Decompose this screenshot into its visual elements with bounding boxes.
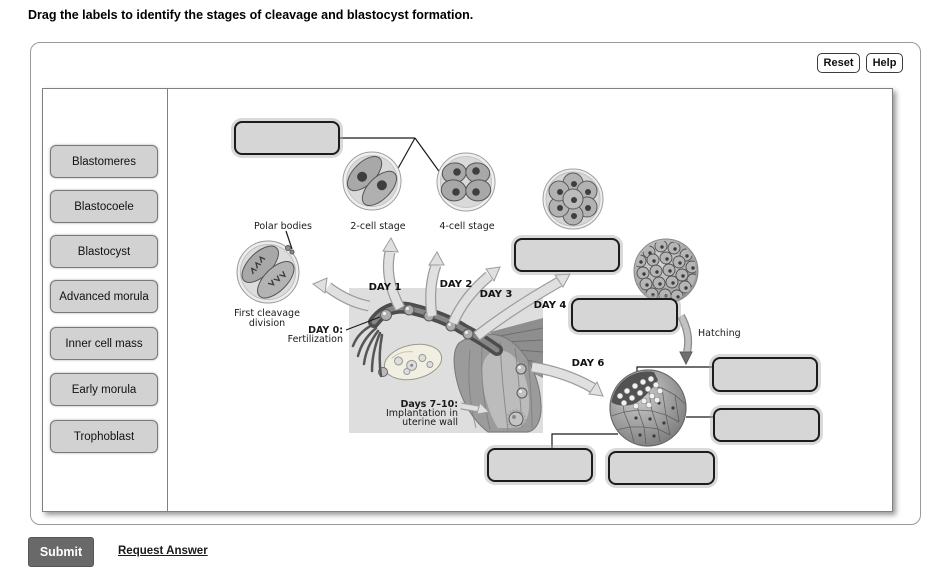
day1-label: DAY 1 xyxy=(368,282,402,293)
drop-target-6[interactable] xyxy=(487,448,593,482)
days7-10-label: Days 7–10: xyxy=(400,399,458,410)
first-cleavage-egg-image xyxy=(236,240,300,304)
help-button[interactable]: Help xyxy=(866,53,903,73)
first-cleavage-label-line1: First cleavage xyxy=(234,308,300,319)
blastocyst-image xyxy=(610,370,686,446)
request-answer-link[interactable]: Request Answer xyxy=(118,545,208,557)
submit-button[interactable]: Submit xyxy=(28,537,94,567)
instruction-text: Drag the labels to identify the stages of cleavage and blastocyst formation. xyxy=(28,8,474,22)
drag-label-early-morula[interactable]: Early morula xyxy=(50,373,158,406)
day4-label: DAY 4 xyxy=(533,300,567,311)
drag-label-blastocoele[interactable]: Blastocoele xyxy=(50,190,158,223)
early-morula-image xyxy=(543,169,603,229)
first-cleavage-label-line2: division xyxy=(248,318,286,329)
implantation-label-line2: Implantation in xyxy=(386,408,458,419)
polar-bodies-label: Polar bodies xyxy=(254,221,312,232)
implantation-label-line3: uterine wall xyxy=(402,417,458,428)
drop-target-4[interactable] xyxy=(712,357,818,392)
two-cell-stage-label: 2-cell stage xyxy=(350,221,406,232)
two-cell-stage-image xyxy=(342,151,403,212)
polar-body xyxy=(286,246,291,251)
day6-label: DAY 6 xyxy=(571,358,605,369)
leader-line-blastocyst xyxy=(552,434,618,448)
fertilization-label: Fertilization xyxy=(287,334,343,345)
day0-label: DAY 0: xyxy=(308,325,343,336)
hatching-arrow xyxy=(680,316,692,364)
drop-target-7[interactable] xyxy=(608,451,715,485)
implanted-blastocyst xyxy=(507,410,525,428)
drop-target-2[interactable] xyxy=(514,238,620,272)
drop-target-3[interactable] xyxy=(571,298,678,332)
four-cell-stage-image xyxy=(437,153,495,211)
drag-label-blastomeres[interactable]: Blastomeres xyxy=(50,145,158,178)
drop-target-5[interactable] xyxy=(713,408,820,442)
drop-target-1[interactable] xyxy=(234,121,340,155)
advanced-morula-image xyxy=(634,239,699,303)
reset-button[interactable]: Reset xyxy=(817,53,860,73)
drag-label-blastocyst[interactable]: Blastocyst xyxy=(50,235,158,268)
day2-label: DAY 2 xyxy=(439,279,473,290)
drag-label-advanced-morula[interactable]: Advanced morula xyxy=(50,280,158,313)
drag-label-inner-cell-mass[interactable]: Inner cell mass xyxy=(50,327,158,360)
hatching-label: Hatching xyxy=(698,328,741,339)
day3-label: DAY 3 xyxy=(479,289,513,300)
drag-label-trophoblast[interactable]: Trophoblast xyxy=(50,420,158,453)
polar-body xyxy=(290,250,294,254)
four-cell-stage-label: 4-cell stage xyxy=(439,221,495,232)
